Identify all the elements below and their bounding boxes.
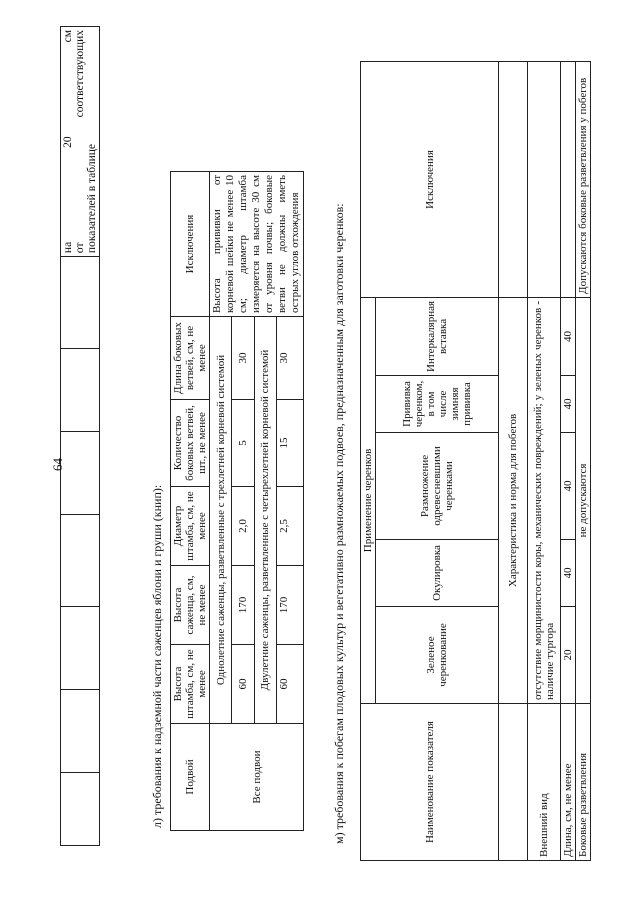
rootstock-cell: Все подвои [210, 724, 304, 831]
table-cell: 60 [277, 645, 304, 724]
cell-text: 20 [62, 136, 74, 148]
row-label: Боковые разветвления [576, 704, 591, 861]
column-header: Высота штамба, см, не менее [171, 645, 210, 724]
table-cell: 30 [232, 317, 254, 400]
cuttings-requirements-table [360, 61, 591, 861]
table-row [528, 62, 561, 861]
column-header: Прививка черенком, в том числе зимняя прививка [376, 376, 499, 433]
table-cell: 30 [277, 317, 304, 400]
section-row: Однолетние саженцы, разветвленные с трехлетней корневой системой [210, 317, 232, 724]
table-cell: 60 [232, 645, 254, 724]
column-header: Наименование показателя [361, 704, 499, 861]
section-row: Характеристика и норма для побегов [499, 297, 528, 703]
column-header: Исключения [361, 62, 499, 298]
table-cell [61, 514, 100, 606]
continuation-table [60, 26, 100, 846]
table-cell: 40 [561, 297, 576, 375]
table-cell [61, 772, 100, 845]
table-row [210, 172, 232, 831]
cell-text: см [62, 30, 74, 43]
table-cell [528, 62, 561, 298]
table-header-row [361, 62, 376, 861]
column-header: Окулировка [376, 540, 499, 607]
column-header: Исключения [171, 172, 210, 317]
table-cell: 40 [561, 540, 576, 607]
column-header: Диаметр штамба, см, не менее [171, 487, 210, 566]
row-label: Внешний вид [528, 704, 561, 861]
table-cell [61, 689, 100, 772]
table-cell: 2,5 [277, 487, 304, 566]
caption-l: л) требования к надземной части саженцев яблони и груши (книп): [150, 484, 164, 828]
table-cell: Допускаются боковые разветвления у побегов [576, 62, 591, 298]
column-header: Размножение одревесневшими черенками [376, 433, 499, 540]
table-cell [61, 607, 100, 690]
section-row: Двулетние саженцы, разветвленные с четырехлетней корневой системой [254, 317, 276, 724]
exceptions-cell: Высота прививки от корневой шейки не менее 10 см; диаметр штамба измеряется на высоте 30 см от уровня почвы; боковые ветви не должны иметь острых углов отхождения [210, 172, 304, 317]
table-cell: 170 [277, 566, 304, 645]
cell-text: соответствующих [74, 30, 86, 118]
column-header: Длина боковых ветвей, см, не менее [171, 317, 210, 400]
table-row [561, 62, 576, 861]
table-cell [61, 432, 100, 515]
column-header: Подвой [171, 724, 210, 831]
column-header: Зеленое черенкование [376, 607, 499, 704]
table-cell: 5 [232, 400, 254, 487]
table-cell: 40 [561, 433, 576, 540]
column-header: Интеркалярная вставка [376, 297, 499, 375]
table-cell: 170 [232, 566, 254, 645]
table-cell: 20 [561, 607, 576, 704]
table-cell [499, 62, 528, 298]
table-cell [499, 704, 528, 861]
table-cell [61, 27, 100, 257]
column-header: Количество боковых ветвей, шт., не менее [171, 400, 210, 487]
page-number: 64 [50, 458, 65, 471]
caption-m: м) требования к побегам плодовых культур и вегетативно размножаемых подвоев, предназначенным для заготовки черенков: [332, 203, 346, 844]
table-cell [561, 62, 576, 298]
table-cell [61, 349, 100, 432]
cell-text: на [62, 241, 74, 254]
column-header: Применение черенков [361, 297, 376, 703]
table-row [61, 27, 100, 846]
table-row [499, 62, 528, 861]
table-row [576, 62, 591, 861]
table-cell: 40 [561, 376, 576, 433]
table-cell [61, 257, 100, 349]
table-cell: отсутствие морщинистости коры, механических повреждений; у зеленых черенков - наличие тургора [528, 297, 561, 703]
row-label: Длина, см, не менее [561, 704, 576, 861]
cell-text: от [74, 242, 86, 254]
table-cell: 15 [277, 400, 304, 487]
table-cell: 2,0 [232, 487, 254, 566]
cell-text: показателей в таблице [86, 144, 98, 254]
table-cell: не допускаются [576, 297, 591, 703]
column-header: Высота саженца, см, не менее [171, 566, 210, 645]
table-header-row [171, 172, 210, 831]
sapling-requirements-table [170, 171, 304, 831]
